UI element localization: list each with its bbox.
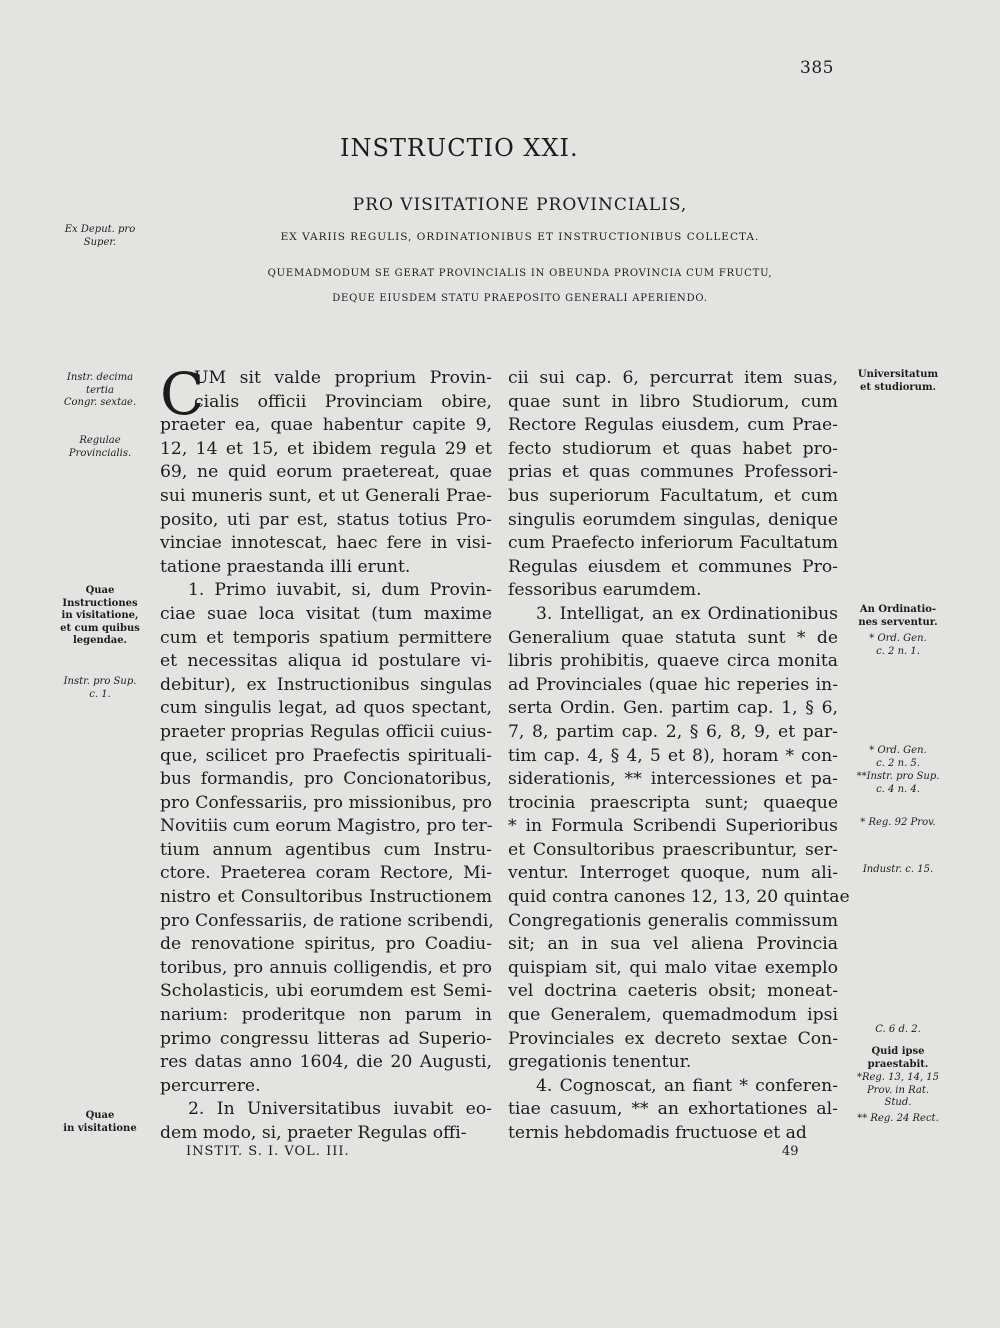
text-line: ciae suae loca visitat (tum maxime bbox=[160, 603, 492, 624]
text-line: de renovatione spiritus, pro Coadiu- bbox=[160, 934, 492, 955]
text-line: ctore. Praeterea coram Rectore, Mi- bbox=[160, 863, 492, 884]
chapter-subtitle: PRO VISITATIONE PROVINCIALIS, bbox=[352, 195, 688, 215]
text-line: et Consultoribus praescribuntur, ser- bbox=[508, 839, 838, 860]
text-line: primo congressu litteras ad Superio- bbox=[160, 1028, 492, 1049]
chapter-subtitle-source: EX VARIIS REGULIS, ORDINATIONIBUS ET INSTRUCTIONIBUS COLLECTA. bbox=[280, 231, 760, 243]
margin-note-c6d2 bbox=[842, 1024, 954, 1037]
margin-note-line: Regulae bbox=[79, 435, 121, 446]
margin-note-line: Instructiones bbox=[62, 597, 138, 609]
text-line: que, scilicet pro Praefectis spirituali- bbox=[160, 745, 492, 766]
margin-note-line: ** Reg. 24 Rect. bbox=[857, 1113, 939, 1124]
margin-note-line: Industr. c. 15. bbox=[862, 864, 934, 875]
text-line: percurrere. bbox=[160, 1075, 261, 1096]
text-line: UM sit valde proprium Provin- bbox=[194, 368, 492, 388]
margin-note-line: Universitatum bbox=[857, 369, 939, 380]
margin-note-line: in visitatione bbox=[63, 1122, 137, 1134]
text-line: tium annum agentibus cum Instru- bbox=[160, 839, 492, 860]
margin-note-line: C. 6 d. 2. bbox=[875, 1024, 921, 1035]
text-column-left bbox=[160, 360, 494, 1146]
text-line: cum Praefecto inferiorum Facultatum bbox=[508, 533, 838, 554]
margin-note-line: c. 4 n. 4. bbox=[876, 783, 920, 795]
margin-note-line: An Ordinatio- bbox=[859, 604, 937, 615]
text-line: Provinciales ex decreto sextae Con- bbox=[508, 1028, 838, 1049]
drop-cap: C bbox=[160, 360, 205, 428]
text-line: quid contra canones 12, 13, 20 quintae bbox=[508, 887, 850, 908]
text-line: bus superiorum Facultatum, et cum bbox=[508, 485, 838, 506]
text-line: ternis hebdomadis fructuose et ad bbox=[508, 1123, 807, 1143]
text-line: quae sunt in libro Studiorum, cum bbox=[508, 391, 838, 412]
text-line: 7, 8, partim cap. 2, § 6, 8, 9, et par- bbox=[508, 721, 838, 742]
footer-signature: INSTIT. S. I. VOL. III. bbox=[186, 1144, 350, 1159]
margin-note-line: c. 2 n. 1. bbox=[876, 645, 920, 657]
margin-note-instr-decima bbox=[46, 372, 154, 410]
text-line: fecto studiorum et quas habet pro- bbox=[508, 438, 838, 459]
page-number: 385 bbox=[800, 58, 834, 78]
text-line: nistro et Consultoribus Instructionem bbox=[160, 887, 492, 908]
margin-note-quae-instructiones bbox=[46, 585, 154, 648]
text-line: Regulas eiusdem et communes Pro- bbox=[508, 556, 838, 577]
margin-note-line: Quae bbox=[85, 1110, 115, 1121]
margin-note-line: Instr. decima bbox=[66, 372, 134, 383]
text-line: Rectore Regulas eiusdem, cum Prae- bbox=[508, 415, 838, 436]
margin-note-line: * Reg. 92 Prov. bbox=[860, 817, 936, 828]
text-line: tim cap. 4, § 4, 5 et 8), horam * con- bbox=[508, 745, 838, 766]
text-line: praeter ea, quae habentur capite 9, bbox=[160, 415, 492, 436]
text-line: prias et quas communes Professori- bbox=[508, 462, 838, 483]
margin-note-universitatum bbox=[842, 369, 954, 394]
text-line: 2. In Universitatibus iuvabit eo- bbox=[188, 1099, 492, 1120]
text-line: dem modo, si, praeter Regulas offi- bbox=[160, 1123, 467, 1143]
text-line: 69, ne quid eorum praetereat, quae bbox=[160, 462, 492, 483]
text-line: cialis officii Provinciam obire, bbox=[194, 391, 492, 412]
margin-note-line: c. 1. bbox=[89, 688, 111, 700]
margin-note-industr bbox=[842, 864, 954, 877]
text-line: que Generalem, quemadmodum ipsi bbox=[508, 1005, 838, 1026]
margin-note-an-ordinationes bbox=[842, 604, 954, 629]
margin-note-line: praestabit. bbox=[867, 1058, 929, 1070]
margin-note-line: c. 2 n. 5. bbox=[876, 757, 920, 769]
text-line: posito, uti par est, status totius Pro- bbox=[160, 509, 492, 530]
margin-note-line: Quid ipse bbox=[871, 1046, 925, 1057]
margin-note-quid-ipse bbox=[842, 1046, 954, 1071]
margin-note-line: *Reg. 13, 14, 15 bbox=[856, 1072, 940, 1083]
text-line: quispiam sit, qui malo vitae exemplo bbox=[508, 957, 838, 978]
margin-note-line: * Ord. Gen. bbox=[869, 633, 927, 644]
text-line: cum et temporis spatium permittere bbox=[160, 627, 492, 648]
margin-note-line: legendae. bbox=[72, 635, 128, 646]
text-line: 3. Intelligat, an ex Ordinationibus bbox=[536, 603, 838, 624]
text-line: ad Provinciales (quae hic reperies in- bbox=[508, 674, 838, 695]
text-line: * in Formula Scribendi Superioribus bbox=[508, 816, 838, 837]
margin-note-line: Instr. pro Sup. bbox=[63, 676, 137, 687]
text-line: vel doctrina caeteris obsit; moneat- bbox=[508, 981, 838, 1002]
text-line: libris prohibitis, quaeve circa monita bbox=[508, 651, 838, 672]
text-line: fessoribus earumdem. bbox=[508, 580, 702, 601]
text-line: praeter proprias Regulas officii cuius- bbox=[160, 721, 492, 742]
text-line: Scholasticis, ubi eorumdem est Semi- bbox=[160, 981, 492, 1002]
text-line: Novitiis cum eorum Magistro, pro ter- bbox=[160, 816, 493, 837]
text-line: Congregationis generalis commissum bbox=[508, 910, 838, 931]
text-line: et necessitas aliqua id postulare vi- bbox=[160, 651, 492, 672]
text-line: singulis eorumdem singulas, denique bbox=[508, 509, 838, 530]
margin-note-line: Provincialis. bbox=[68, 447, 132, 459]
margin-note-line: * Ord. Gen. bbox=[869, 745, 927, 756]
text-line: 12, 14 et 15, et ibidem regula 29 et bbox=[160, 438, 492, 459]
text-line: vinciae innotescat, haec fere in visi- bbox=[160, 533, 492, 554]
margin-note-ex-deput bbox=[46, 224, 154, 249]
margin-note-line: **Instr. pro Sup. bbox=[856, 771, 940, 782]
text-line: 1. Primo iuvabit, si, dum Provin- bbox=[188, 580, 492, 601]
margin-note-line: nes serventur. bbox=[858, 616, 938, 628]
text-line: bus formandis, pro Concionatoribus, bbox=[160, 769, 492, 790]
text-line: cum singulis legat, ad quos spectant, bbox=[160, 698, 492, 719]
margin-note-ord-gen-2 bbox=[842, 745, 954, 770]
margin-note-regulae bbox=[46, 435, 154, 460]
text-line: sit; an in sua vel aliena Provincia bbox=[508, 934, 838, 955]
margin-note-instr-pro-sup bbox=[46, 676, 154, 701]
margin-note-reg-13 bbox=[842, 1072, 954, 1110]
footer-sheet-number: 49 bbox=[782, 1144, 799, 1159]
chapter-title: INSTRUCTIO XXI. bbox=[340, 134, 579, 162]
margin-note-ord-gen-1 bbox=[842, 633, 954, 658]
text-line: sui muneris sunt, et ut Generali Prae- bbox=[160, 485, 492, 506]
margin-note-line: Stud. bbox=[884, 1097, 912, 1108]
margin-note-line: Quae bbox=[85, 585, 115, 596]
text-line: 4. Cognoscat, an fiant * conferen- bbox=[536, 1075, 838, 1096]
text-line: siderationis, ** intercessiones et pa- bbox=[508, 769, 838, 790]
text-line: tatione praestanda illi erunt. bbox=[160, 556, 411, 577]
margin-note-quae-visitatione bbox=[46, 1110, 154, 1135]
text-line: trocinia praescripta sunt; quaeque bbox=[508, 792, 838, 813]
margin-note-line: Prov. in Rat. bbox=[866, 1084, 930, 1096]
text-line: narium: proderitque non parum in bbox=[160, 1005, 492, 1026]
text-line: res datas anno 1604, die 20 Augusti, bbox=[160, 1052, 492, 1073]
text-line: Generalium quae statuta sunt * de bbox=[508, 627, 838, 648]
text-line: serta Ordin. Gen. partim cap. 1, § 6, bbox=[508, 698, 838, 719]
margin-note-reg-24 bbox=[842, 1113, 954, 1126]
text-line: gregationis tenentur. bbox=[508, 1052, 692, 1073]
text-line: pro Confessariis, pro missionibus, pro bbox=[160, 792, 492, 813]
text-line: tiae casuum, ** an exhortationes al- bbox=[508, 1099, 838, 1120]
margin-note-line: tertia bbox=[86, 384, 114, 396]
text-line: pro Confessariis, de ratione scribendi, bbox=[160, 910, 494, 931]
margin-note-line: et cum quibus bbox=[60, 622, 140, 634]
margin-note-line: Ex Deput. pro bbox=[64, 224, 136, 235]
text-line: debitur), ex Instructionibus singulas bbox=[160, 674, 492, 695]
text-line: ventur. Interroget quoque, num ali- bbox=[508, 863, 838, 884]
margin-note-line: in visitatione, bbox=[61, 610, 139, 621]
margin-note-line: Super. bbox=[83, 236, 117, 248]
text-line: cii sui cap. 6, percurrat item suas, bbox=[508, 368, 838, 388]
text-column-right bbox=[508, 367, 850, 1146]
text-line: toribus, pro annuis colligendis, et pro bbox=[160, 957, 492, 978]
chapter-description-line-2: DEQUE EIUSDEM STATU PRAEPOSITO GENERALI APERIENDO. bbox=[332, 293, 708, 304]
margin-note-line: Congr. sextae. bbox=[63, 397, 137, 408]
margin-note-instr-pro-sup-right bbox=[842, 771, 954, 796]
margin-note-line: et studiorum. bbox=[859, 381, 937, 393]
chapter-description-line-1: QUEMADMODUM SE GERAT PROVINCIALIS IN OBEUNDA PROVINCIA CUM FRUCTU, bbox=[267, 268, 773, 279]
margin-note-reg-92 bbox=[842, 817, 954, 830]
